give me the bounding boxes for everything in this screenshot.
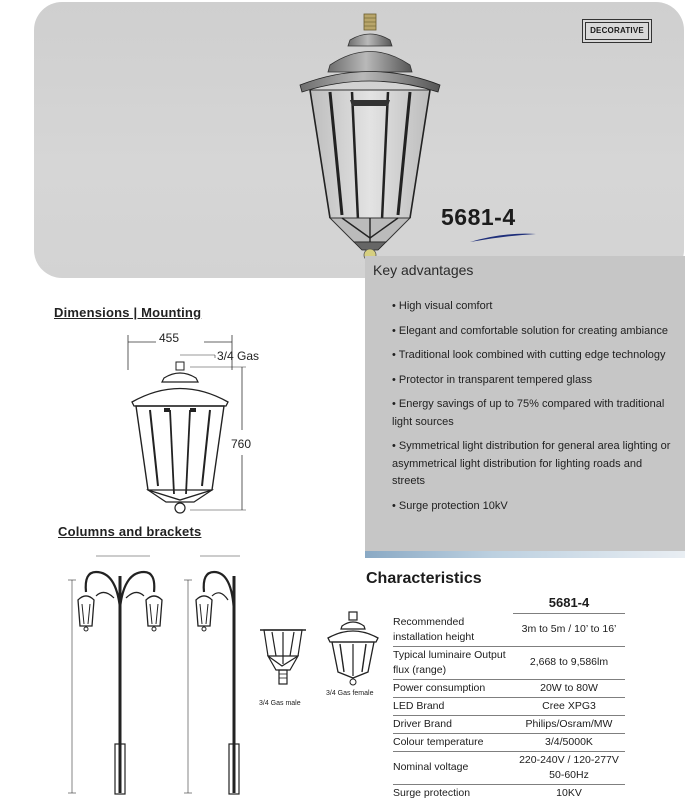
spec-value: 10KV — [513, 784, 625, 799]
spec-value: 220-240V / 120-277V 50-60Hz — [513, 751, 625, 784]
spec-label: Power consumption — [393, 679, 513, 697]
lantern-product-image — [290, 10, 450, 265]
model-number: 5681-4 — [441, 204, 516, 230]
category-badge — [582, 19, 652, 43]
spec-label: Typical luminaire Output flux (range) — [393, 646, 513, 679]
brand-swoosh — [468, 230, 538, 244]
table-row — [393, 751, 625, 784]
table-row — [393, 614, 625, 647]
table-row — [393, 784, 625, 799]
spec-value: 3m to 5m / 10’ to 16’ — [513, 614, 625, 647]
advantage-item: • Surge protection 10kV — [392, 499, 508, 512]
width-dimension-label: 455 — [159, 331, 180, 345]
advantage-item: • Energy savings of up to 75% compared with traditional light sources — [392, 398, 665, 428]
advantage-item: • Symmetrical light distribution for general area lighting or asymmetrical light distribution for lighting roads and streets — [392, 440, 671, 487]
spec-value: Philips/Osram/MW — [513, 715, 625, 733]
panel-accent-stripe — [365, 551, 685, 558]
table-header-row — [393, 595, 625, 614]
gas-male-mount-drawing — [254, 620, 312, 700]
gas-thread-label: 3/4 Gas — [217, 349, 260, 363]
height-dimension-label: 760 — [231, 437, 252, 451]
gas-female-label: 3/4 Gas female — [326, 690, 374, 697]
category-badge-label: DECORATIVE — [585, 22, 649, 40]
table-row — [393, 697, 625, 715]
table-row — [393, 679, 625, 697]
advantage-item: • Elegant and comfortable solution for creating ambiance — [392, 324, 668, 337]
spec-label: Colour temperature — [393, 733, 513, 751]
spec-label: Nominal voltage — [393, 751, 513, 784]
spec-value: 20W to 80W — [513, 679, 625, 697]
dimension-drawing — [120, 330, 250, 520]
advantage-item: • Protector in transparent tempered glass — [392, 373, 593, 386]
gas-female-mount-drawing — [324, 610, 382, 690]
spec-label: Surge protection — [393, 784, 513, 799]
table-row — [393, 733, 625, 751]
gas-male-label: 3/4 Gas male — [259, 700, 301, 707]
single-bracket-column-drawing — [176, 548, 256, 798]
dimensions-title: Dimensions | Mounting — [54, 305, 202, 320]
model-column-header: 5681-4 — [513, 595, 625, 614]
spec-label: Recommended installation height — [393, 614, 513, 647]
advantage-item: • High visual comfort — [392, 300, 493, 312]
spec-label: LED Brand — [393, 697, 513, 715]
characteristics-table — [393, 595, 625, 799]
spec-value: 2,668 to 9,586lm — [513, 646, 625, 679]
advantage-item: • Traditional look combined with cutting edge technology — [392, 349, 666, 361]
spec-value: Cree XPG3 — [513, 697, 625, 715]
characteristics-title: Characteristics — [366, 570, 482, 587]
table-row — [393, 646, 625, 679]
spec-value: 3/4/5000K — [513, 733, 625, 751]
columns-brackets-title: Columns and brackets — [58, 524, 202, 539]
key-advantages-title: Key advantages — [373, 262, 474, 278]
spec-label: Driver Brand — [393, 715, 513, 733]
table-row — [393, 715, 625, 733]
key-advantages-list — [392, 298, 672, 522]
